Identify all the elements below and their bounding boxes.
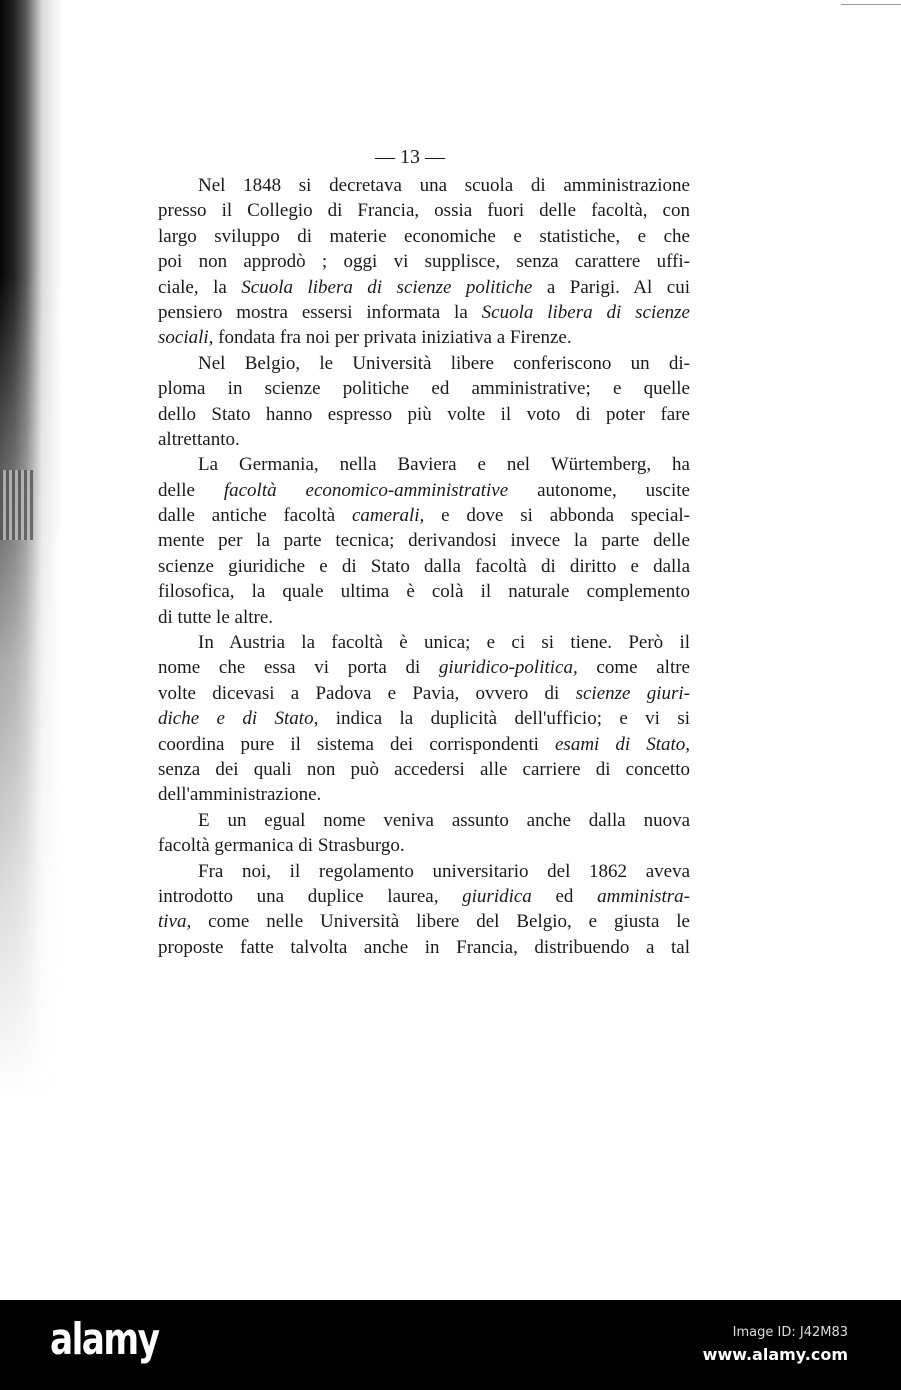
text-segment: delle: [158, 479, 224, 501]
italic-text: facoltà economico-amministrative: [223, 479, 509, 501]
text-segment: fondata fra noi per privata iniziativa a Firenze.: [213, 327, 572, 349]
text-segment: mente per la parte tecnica; derivandosi invece la parte delle: [158, 530, 690, 552]
italic-text: esami di Stato,: [555, 733, 690, 755]
text-segment: ploma in scienze politiche ed amministrative; e quelle: [158, 378, 690, 400]
text-line: [158, 935, 690, 960]
text-segment: dell'amministrazione.: [158, 784, 322, 806]
text-segment: pensiero mostra essersi informata la: [158, 301, 482, 323]
text-segment: Nel 1848 si decretava una scuola di amministrazione: [198, 175, 690, 196]
italic-text: scienze giuri-: [575, 682, 690, 704]
text-segment: presso il Collegio di Francia, ossia fuori delle facoltà, con: [158, 200, 690, 222]
text-line: [158, 655, 690, 680]
text-line: [158, 833, 690, 858]
text-line: [158, 427, 690, 452]
text-segment: come altre: [577, 657, 690, 679]
watermark-footer: [0, 1300, 901, 1390]
italic-text: amministra-: [597, 885, 690, 907]
text-segment: come nelle Università libere del Belgio, e giusta le: [191, 911, 690, 933]
scan-edge-shadow: [0, 0, 70, 1100]
text-segment: facoltà germanica di Strasburgo.: [158, 835, 405, 857]
italic-text: tiva,: [158, 911, 192, 933]
text-line: [158, 224, 690, 249]
text-segment: senza dei quali non può accedersi alle carriere di concetto: [158, 758, 690, 780]
text-segment: Nel Belgio, le Università libere conferiscono un di-: [198, 352, 690, 374]
text-line: [158, 452, 690, 477]
italic-text: Scuola libera di scienze politiche: [241, 276, 533, 298]
text-segment: introdotto una duplice laurea,: [158, 885, 463, 907]
text-line: [158, 579, 690, 604]
text-line: [158, 909, 690, 934]
text-segment: indica la duplicità dell'ufficio; e vi si: [318, 708, 691, 730]
italic-text: camerali,: [352, 505, 425, 527]
italic-text: sociali,: [158, 327, 214, 349]
text-line: [158, 605, 690, 630]
text-segment: autonome, uscite: [508, 479, 690, 501]
text-segment: In Austria la facoltà è unica; e ci si tiene. Però il: [198, 632, 690, 654]
text-line: [158, 325, 690, 350]
text-segment: largo sviluppo di materie economiche e statistiche, e che: [158, 225, 690, 247]
text-line: [158, 782, 690, 807]
italic-text: giuridica: [462, 885, 532, 907]
text-segment: poi non approdò ; oggi vi supplisce, senza carattere uffi-: [158, 251, 690, 273]
text-segment: ed: [531, 885, 598, 907]
page-number: — 13 —: [375, 146, 445, 168]
text-line: [158, 884, 690, 909]
text-line: [158, 351, 690, 376]
text-line: [158, 757, 690, 782]
scan-artifact: [0, 470, 34, 540]
website-link: www.alamy.com: [702, 1345, 848, 1364]
text-line: [158, 173, 690, 198]
text-segment: a Parigi. Al cui: [532, 276, 690, 298]
image-id: Image ID: J42M83: [732, 1325, 848, 1340]
text-segment: proposte fatte talvolta anche in Francia, distribuendo a tal: [158, 936, 690, 958]
text-line: [158, 859, 690, 884]
text-segment: di tutte le altre.: [158, 606, 274, 628]
text-segment: La Germania, nella Baviera e nel Würtemberg, ha: [198, 454, 690, 476]
text-segment: Fra noi, il regolamento universitario del 1862 aveva: [198, 860, 690, 882]
text-line: [158, 681, 690, 706]
text-line: [158, 528, 690, 553]
text-segment: dello Stato hanno espresso più volte il voto di poter fare: [158, 403, 690, 425]
text-segment: ciale, la: [158, 276, 242, 298]
italic-text: giuridico-politica,: [438, 657, 578, 679]
body-text: [158, 173, 690, 960]
italic-text: diche e di Stato,: [158, 708, 319, 730]
text-line: [158, 198, 690, 223]
text-segment: dalle antiche facoltà: [158, 505, 352, 527]
scan-line: [841, 4, 901, 5]
text-line: [158, 478, 690, 503]
text-segment: volte dicevasi a Padova e Pavia, ovvero di: [158, 682, 576, 704]
italic-text: Scuola libera di scienze: [481, 301, 690, 323]
alamy-logo: alamy: [50, 1314, 159, 1365]
text-segment: nome che essa vi porta di: [158, 657, 439, 679]
text-line: [158, 249, 690, 274]
text-line: [158, 376, 690, 401]
text-line: [158, 300, 690, 325]
text-line: [158, 503, 690, 528]
text-segment: coordina pure il sistema dei corrispondenti: [158, 733, 555, 755]
text-line: [158, 554, 690, 579]
text-line: [158, 706, 690, 731]
text-line: [158, 732, 690, 757]
text-line: [158, 630, 690, 655]
text-segment: filosofica, la quale ultima è colà il naturale complemento: [158, 581, 690, 603]
text-line: [158, 402, 690, 427]
text-line: [158, 808, 690, 833]
text-line: [158, 275, 690, 300]
text-segment: altrettanto.: [158, 428, 240, 450]
text-segment: e dove si abbonda special-: [424, 505, 690, 527]
text-segment: scienze giuridiche e di Stato dalla facoltà di diritto e dalla: [158, 555, 690, 577]
text-segment: E un egual nome veniva assunto anche dalla nuova: [198, 809, 690, 831]
